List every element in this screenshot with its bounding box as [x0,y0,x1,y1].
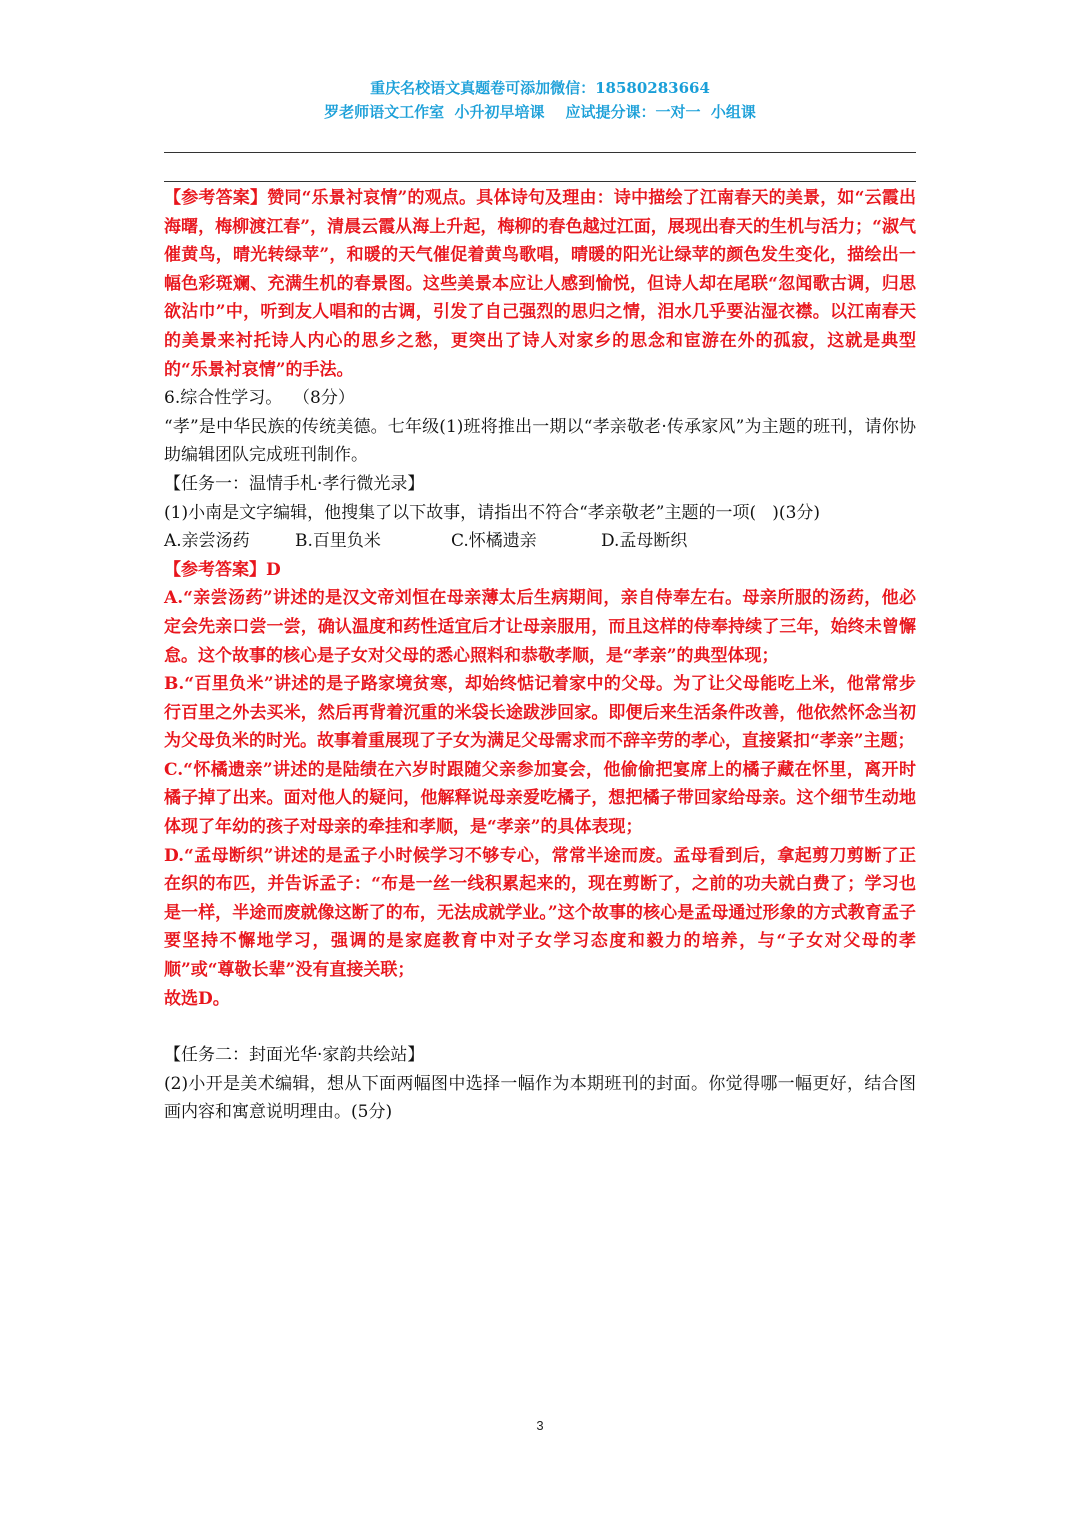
option-b: B.百里负米 [295,531,381,552]
document-body [164,184,916,1127]
explanation-b: B.“百里负米”讲述的是子路家境贫寒，却始终惦记着家中的父母。为了让父母能吃上米，他常常步行百里之外去买米，然后再背着沉重的米袋长途跋涉回家。即便后来生活条件改善，他依然怀念当初为父母负米的时光。故事着重展现了子女为满足父母需求而不辞辛劳的孝心，直接紧扣“孝亲”主题； [164,674,916,752]
question-1-answer [164,556,916,585]
reference-answer-paragraph [164,184,916,384]
task-2-title: 【任务二：封面光华·家韵共绘站】 [164,1045,425,1066]
task-1-title: 【任务一：温情手札·孝行微光录】 [164,473,425,494]
question-1-answer-tag: 【参考答案】 [164,559,266,580]
explanation-a: A.“亲尝汤药”讲述的是汉文帝刘恒在母亲薄太后生病期间，亲自侍奉左右。母亲所服的汤药，他必定会先亲口尝一尝，确认温度和药性适宜后才让母亲服用，而且这样的侍奉持续了三年，始终未曾懈怠。这个故事的核心是子女对父母的悉心照料和恭敬孝顺，是“孝亲”的典型体现； [164,588,916,666]
question-1-prompt: (1)小南是文字编辑，他搜集了以下故事，请指出不符合“孝亲敬老”主题的一项( )(3分) [164,502,821,523]
header-rule-top [164,152,916,153]
header-rule-bottom [164,181,916,182]
header-courses-line: 罗老师语文工作室 小升初早培课 应试提分课：一对一 小组课 [324,103,756,121]
answer-options [164,527,916,556]
question-6-intro: “孝”是中华民族的传统美德。七年级(1)班将推出一期以“孝亲敬老·传承家风”为主题的班刊，请你协助编辑团队完成班刊制作。 [164,416,916,466]
conclusion: 故选D。 [164,988,230,1009]
page-header [0,76,1080,124]
blank-line [164,1013,916,1041]
question-6-title: 6.综合性学习。 （8分） [164,388,355,409]
option-d: D.孟母断织 [601,531,688,552]
answer-text: 赞同“乐景衬哀情”的观点。具体诗句及理由：诗中描绘了江南春天的美景，如“云霞出海曙，梅柳渡江春”，清晨云霞从海上升起，梅柳的春色越过江面，展现出春天的生机与活力；“淑气催黄鸟，晴光转绿苹”，和暖的天气催促着黄鸟歌唱，晴暖的阳光让绿苹的颜色发生变化，描绘出一幅色彩斑斓、充满生机的春景图。这些美景本应让人感到愉悦，但诗人却在尾联“忽闻歌古调，归思欲沾巾”中，听到友人唱和的古调，引发了自己强烈的思归之情，泪水几乎要沾湿衣襟。以江南春天的美景来衬托诗人内心的思乡之愁，更突出了诗人对家乡的思念和宦游在外的孤寂，这就是典型的“乐景衬哀情”的手法。 [164,188,916,380]
header-contact-line: 重庆名校语文真题卷可添加微信：18580283664 [370,79,710,97]
option-c: C.怀橘遗亲 [451,531,537,552]
answer-tag: 【参考答案】 [164,188,268,208]
explanation-d: D.“孟母断织”讲述的是孟子小时候学习不够专心，常常半途而废。孟母看到后，拿起剪刀剪断了正在织的布匹，并告诉孟子：“布是一丝一线积累起来的，现在剪断了，之前的功夫就白费了；学习也是一样，半途而废就像这断了的布，无法成就学业。”这个故事的核心是孟母通过形象的方式教育孟子要坚持不懈地学习，强调的是家庭教育中对子女学习态度和毅力的培养，与“子女对父母的孝顺”或“尊敬长辈”没有直接关联； [164,845,916,981]
page-number: 3 [536,1418,544,1433]
question-1-answer-value: D [266,559,281,580]
explanation-c: C.“怀橘遗亲”讲述的是陆绩在六岁时跟随父亲参加宴会，他偷偷把宴席上的橘子藏在怀里，离开时橘子掉了出来。面对他人的疑问，他解释说母亲爱吃橘子，想把橘子带回家给母亲。这个细节生动地体现了年幼的孩子对母亲的牵挂和孝顺，是“孝亲”的具体表现； [164,759,916,838]
option-a: A.亲尝汤药 [164,531,250,552]
question-2-prompt: (2)小开是美术编辑，想从下面两幅图中选择一幅作为本期班刊的封面。你觉得哪一幅更好，结合图画内容和寓意说明理由。(5分) [164,1073,916,1123]
